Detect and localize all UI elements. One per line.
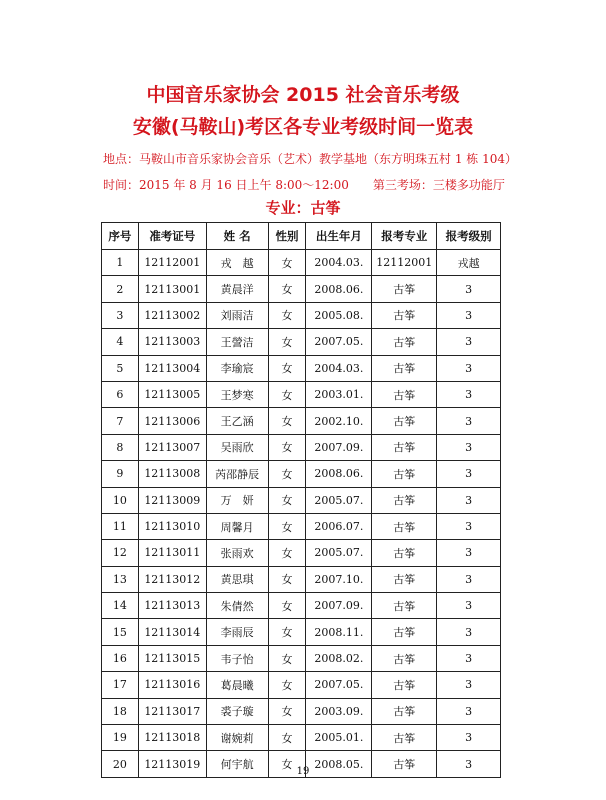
major-cell: 古筝: [372, 329, 437, 355]
ticket-no-cell: 12112001: [138, 250, 206, 276]
level-cell: 3: [437, 434, 501, 460]
gender-cell: 女: [268, 698, 306, 724]
birth-cell: 2008.11.: [306, 619, 372, 645]
birth-cell: 2002.10.: [306, 408, 372, 434]
level-cell: 3: [437, 408, 501, 434]
ticket-no-cell: 12113014: [138, 619, 206, 645]
index-cell: 8: [102, 434, 139, 460]
table-row: [102, 329, 501, 355]
title-line-1: 中国音乐家协会 2015 社会音乐考级: [146, 84, 460, 106]
gender-cell: 女: [268, 487, 306, 513]
major-heading: 专业：古筝: [265, 199, 341, 217]
gender-cell: 女: [268, 355, 306, 381]
gender-cell: 女: [268, 461, 306, 487]
name-cell: 裘子璇: [206, 698, 268, 724]
birth-cell: 2004.03.: [306, 250, 372, 276]
ticket-no-cell: 12113013: [138, 593, 206, 619]
index-cell: 9: [102, 461, 139, 487]
level-cell: 3: [437, 672, 501, 698]
ticket-no-cell: 12113009: [138, 487, 206, 513]
ticket-no-cell: 12113007: [138, 434, 206, 460]
level-cell: 3: [437, 645, 501, 671]
major-cell: 古筝: [372, 751, 437, 777]
level-cell: 3: [437, 276, 501, 302]
gender-cell: 女: [268, 672, 306, 698]
exam-hall-text: 第三考场：三楼多功能厅: [372, 178, 505, 192]
level-cell: 戎越: [437, 250, 501, 276]
ticket-no-cell: 12113017: [138, 698, 206, 724]
major-cell: 古筝: [372, 381, 437, 407]
birth-cell: 2008.06.: [306, 461, 372, 487]
gender-cell: 女: [268, 540, 306, 566]
birth-cell: 2005.01.: [306, 725, 372, 751]
ticket-no-cell: 12113001: [138, 276, 206, 302]
column-header-level: 报考级别: [437, 223, 501, 250]
gender-cell: 女: [268, 276, 306, 302]
ticket-no-cell: 12113008: [138, 461, 206, 487]
major-cell: 古筝: [372, 355, 437, 381]
major-cell: 12112001: [372, 250, 437, 276]
gender-cell: 女: [268, 619, 306, 645]
column-header-index: 序号: [102, 223, 139, 250]
table-row: [102, 250, 501, 276]
gender-cell: 女: [268, 250, 306, 276]
table-row: [102, 355, 501, 381]
table-row: [102, 461, 501, 487]
birth-cell: 2007.10.: [306, 566, 372, 592]
index-cell: 2: [102, 276, 139, 302]
name-cell: 周馨月: [206, 513, 268, 539]
time-info: [103, 176, 505, 193]
name-cell: 何宇航: [206, 751, 268, 777]
table-body: [102, 250, 501, 778]
name-cell: 韦子怡: [206, 645, 268, 671]
major-cell: 古筝: [372, 461, 437, 487]
birth-cell: 2003.01.: [306, 381, 372, 407]
ticket-no-cell: 12113019: [138, 751, 206, 777]
table-row: [102, 487, 501, 513]
index-cell: 15: [102, 619, 139, 645]
column-header-gender: 性别: [268, 223, 306, 250]
ticket-no-cell: 12113003: [138, 329, 206, 355]
gender-cell: 女: [268, 751, 306, 777]
level-cell: 3: [437, 540, 501, 566]
major-cell: 古筝: [372, 408, 437, 434]
index-cell: 19: [102, 725, 139, 751]
name-cell: 吴雨欣: [206, 434, 268, 460]
level-cell: 3: [437, 619, 501, 645]
table-row: [102, 513, 501, 539]
birth-cell: 2005.08.: [306, 302, 372, 328]
level-cell: 3: [437, 751, 501, 777]
table-row: [102, 276, 501, 302]
index-cell: 11: [102, 513, 139, 539]
index-cell: 14: [102, 593, 139, 619]
birth-cell: 2006.07.: [306, 513, 372, 539]
ticket-no-cell: 12113010: [138, 513, 206, 539]
major-cell: 古筝: [372, 698, 437, 724]
name-cell: 葛晨曦: [206, 672, 268, 698]
gender-cell: 女: [268, 725, 306, 751]
index-cell: 5: [102, 355, 139, 381]
index-cell: 4: [102, 329, 139, 355]
name-cell: 朱倩然: [206, 593, 268, 619]
level-cell: 3: [437, 355, 501, 381]
major-cell: 古筝: [372, 276, 437, 302]
level-cell: 3: [437, 381, 501, 407]
birth-cell: 2005.07.: [306, 540, 372, 566]
name-cell: 芮邵静辰: [206, 461, 268, 487]
name-cell: 黄晨洋: [206, 276, 268, 302]
major-cell: 古筝: [372, 593, 437, 619]
gender-cell: 女: [268, 408, 306, 434]
ticket-no-cell: 12113015: [138, 645, 206, 671]
major-cell: 古筝: [372, 645, 437, 671]
name-cell: 刘雨洁: [206, 302, 268, 328]
gender-cell: 女: [268, 329, 306, 355]
level-cell: 3: [437, 593, 501, 619]
table-row: [102, 302, 501, 328]
major-cell: 古筝: [372, 672, 437, 698]
index-cell: 7: [102, 408, 139, 434]
name-cell: 戎 越: [206, 250, 268, 276]
index-cell: 17: [102, 672, 139, 698]
location-info: 地点：马鞍山市音乐家协会音乐（艺术）教学基地（东方明珠五村 1 栋 104）: [103, 152, 517, 166]
index-cell: 3: [102, 302, 139, 328]
index-cell: 1: [102, 250, 139, 276]
name-cell: 王乙涵: [206, 408, 268, 434]
table-row: [102, 540, 501, 566]
table-row: [102, 593, 501, 619]
major-cell: 古筝: [372, 619, 437, 645]
birth-cell: 2007.05.: [306, 672, 372, 698]
birth-cell: 2007.09.: [306, 593, 372, 619]
level-cell: 3: [437, 487, 501, 513]
gender-cell: 女: [268, 513, 306, 539]
major-cell: 古筝: [372, 540, 437, 566]
gender-cell: 女: [268, 645, 306, 671]
birth-cell: 2003.09.: [306, 698, 372, 724]
level-cell: 3: [437, 725, 501, 751]
table-row: [102, 381, 501, 407]
ticket-no-cell: 12113018: [138, 725, 206, 751]
table-header-row: [102, 223, 501, 250]
exam-schedule-table: [101, 222, 501, 778]
column-header-major: 报考专业: [372, 223, 437, 250]
name-cell: 王謍洁: [206, 329, 268, 355]
ticket-no-cell: 12113004: [138, 355, 206, 381]
index-cell: 20: [102, 751, 139, 777]
birth-cell: 2008.02.: [306, 645, 372, 671]
gender-cell: 女: [268, 302, 306, 328]
name-cell: 黄思琪: [206, 566, 268, 592]
column-header-ticket-no: 准考证号: [138, 223, 206, 250]
name-cell: 李雨辰: [206, 619, 268, 645]
birth-cell: 2008.05.: [306, 751, 372, 777]
table-row: [102, 408, 501, 434]
time-text: 时间：2015 年 8 月 16 日上午 8:00～12:00: [103, 178, 349, 192]
level-cell: 3: [437, 698, 501, 724]
table-row: [102, 645, 501, 671]
birth-cell: 2007.09.: [306, 434, 372, 460]
gender-cell: 女: [268, 593, 306, 619]
page-number: 19: [296, 766, 310, 777]
column-header-birth: 出生年月: [306, 223, 372, 250]
level-cell: 3: [437, 329, 501, 355]
birth-cell: 2005.07.: [306, 487, 372, 513]
table-row: [102, 698, 501, 724]
major-cell: 古筝: [372, 302, 437, 328]
major-cell: 古筝: [372, 566, 437, 592]
birth-cell: 2007.05.: [306, 329, 372, 355]
birth-cell: 2004.03.: [306, 355, 372, 381]
ticket-no-cell: 12113016: [138, 672, 206, 698]
major-cell: 古筝: [372, 513, 437, 539]
level-cell: 3: [437, 566, 501, 592]
birth-cell: 2008.06.: [306, 276, 372, 302]
level-cell: 3: [437, 302, 501, 328]
index-cell: 16: [102, 645, 139, 671]
index-cell: 12: [102, 540, 139, 566]
gender-cell: 女: [268, 566, 306, 592]
index-cell: 13: [102, 566, 139, 592]
index-cell: 18: [102, 698, 139, 724]
ticket-no-cell: 12113012: [138, 566, 206, 592]
level-cell: 3: [437, 513, 501, 539]
major-cell: 古筝: [372, 725, 437, 751]
ticket-no-cell: 12113006: [138, 408, 206, 434]
index-cell: 6: [102, 381, 139, 407]
index-cell: 10: [102, 487, 139, 513]
table-row: [102, 725, 501, 751]
ticket-no-cell: 12113002: [138, 302, 206, 328]
name-cell: 谢婉莉: [206, 725, 268, 751]
ticket-no-cell: 12113011: [138, 540, 206, 566]
gender-cell: 女: [268, 381, 306, 407]
level-cell: 3: [437, 461, 501, 487]
name-cell: 张雨欢: [206, 540, 268, 566]
gender-cell: 女: [268, 434, 306, 460]
name-cell: 万 妍: [206, 487, 268, 513]
table-row: [102, 672, 501, 698]
name-cell: 王梦寒: [206, 381, 268, 407]
title-line-2: 安徽(马鞍山)考区各专业考级时间一览表: [132, 116, 474, 138]
column-header-name: 姓 名: [206, 223, 268, 250]
table-row: [102, 434, 501, 460]
name-cell: 李瑜宸: [206, 355, 268, 381]
table-row: [102, 619, 501, 645]
major-cell: 古筝: [372, 434, 437, 460]
ticket-no-cell: 12113005: [138, 381, 206, 407]
table-row: [102, 566, 501, 592]
major-cell: 古筝: [372, 487, 437, 513]
